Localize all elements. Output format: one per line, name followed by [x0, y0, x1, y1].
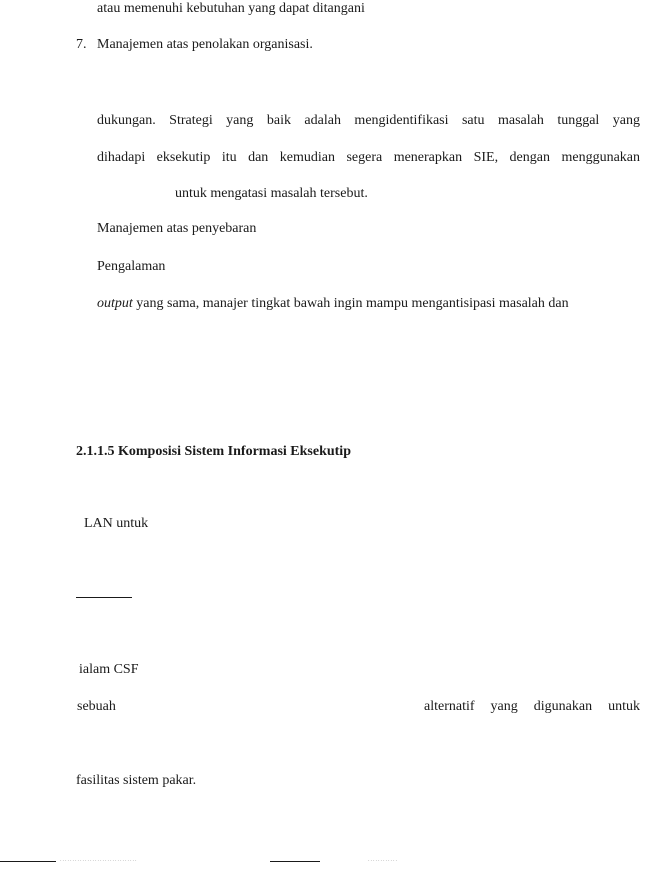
paragraph-fragment: yang sama, manajer tingkat bawah ingin mampu mengantisipasi masalah dan [132, 296, 569, 311]
text-line: LAN untuk [84, 516, 149, 531]
footnote-rule [270, 861, 320, 862]
list-item-text: Manajemen atas penolakan organisasi. [97, 37, 313, 52]
footnote-text: ............................... [60, 857, 138, 863]
text-line: sebuah [77, 699, 116, 714]
text-line: atau memenuhi kebutuhan yang dapat ditangani [97, 1, 365, 16]
footnote-text: ............ [368, 857, 398, 863]
paragraph-line: untuk mengatasi masalah tersebut. [175, 186, 368, 201]
paragraph-line: dihadapi eksekutip itu dan kemudian segera menerapkan SIE, dengan menggunakan [97, 150, 640, 165]
section-heading: 2.1.1.5 Komposisi Sistem Informasi Eksekutip [76, 444, 351, 459]
text-line: fasilitas sistem pakar. [76, 773, 197, 788]
subitem-line: Manajemen atas penyebaran [97, 221, 257, 236]
underline-rule [76, 597, 132, 598]
paragraph-line [97, 295, 640, 313]
paragraph-line: dukungan. Strategi yang baik adalah mengidentifikasi satu masalah tunggal yang [97, 113, 640, 128]
text-line: ialam CSF [79, 662, 139, 677]
list-number: 7. [76, 37, 87, 52]
italic-term: output [97, 296, 133, 311]
footnote-rule [0, 861, 56, 862]
text-line: alternatif yang digunakan untuk [424, 699, 640, 714]
subitem-line: Pengalaman [97, 259, 166, 274]
